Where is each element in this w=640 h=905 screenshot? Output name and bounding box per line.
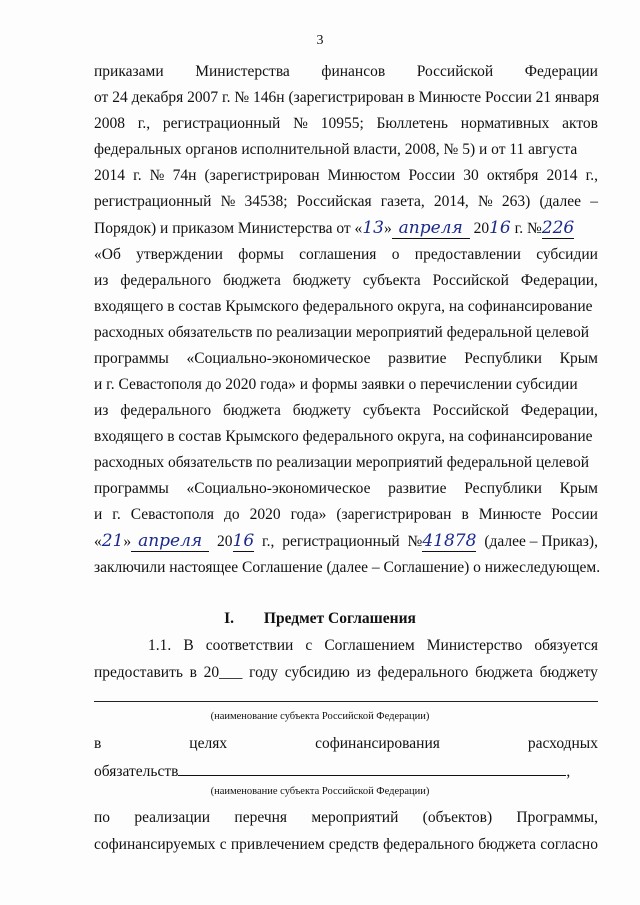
text-line: от 24 декабря 2007 г. № 146н (зарегистрирован в Минюсте России 21 января (94, 89, 600, 106)
order-reference-line (94, 219, 598, 239)
word: г. (112, 506, 121, 523)
word: № (220, 193, 236, 210)
word: целях (189, 735, 228, 752)
word: № (293, 115, 308, 132)
word: о (391, 246, 400, 263)
word: 74н (172, 167, 197, 184)
word: (зарегистрирован (336, 506, 452, 523)
handwritten-year: 16 (489, 218, 511, 238)
word: соглашения (299, 246, 377, 263)
handwritten-day: 13 (362, 218, 384, 238)
word: софинансирования (315, 735, 440, 752)
word: г., (137, 115, 151, 132)
word: актов (562, 115, 598, 132)
field-caption: (наименование субъекта Российской Федерации) (210, 786, 430, 797)
word: предоставить (94, 664, 183, 681)
quote: « (94, 533, 102, 550)
fill-in-blank (178, 761, 566, 776)
section-number: I. (224, 610, 235, 627)
word: 10955; (320, 115, 364, 132)
word: в (461, 506, 469, 523)
word: регистрационный (162, 115, 281, 132)
word: Республики (464, 480, 542, 497)
word: 1.1. (148, 637, 172, 654)
text-line: федеральных органов исполнительной власти, 2008, № 5) и от 11 августа (94, 141, 578, 158)
text-line (94, 62, 598, 81)
word: Минюстом (327, 167, 401, 184)
handwritten-day: 21 (101, 531, 124, 551)
word: из (94, 402, 109, 419)
word: Федерации (524, 63, 598, 80)
paragraph-line (94, 663, 598, 682)
word: софинансируемых (94, 836, 216, 853)
line-text: г. № (510, 220, 542, 237)
line-text: Порядок) и приказом Министерства от « (94, 220, 363, 237)
line-text: (далее – Приказ), (484, 533, 598, 550)
word: нормативных (460, 115, 550, 132)
handwritten-month: апреля (392, 219, 470, 239)
word: приказами (94, 63, 164, 80)
word: субъекта (362, 402, 421, 419)
line-text: » (383, 220, 392, 237)
handwritten-order-number: 226 (541, 218, 575, 238)
word: привлечением (230, 836, 325, 853)
word: Российской (416, 63, 494, 80)
word: федерального (377, 664, 469, 681)
word: программы (94, 350, 169, 367)
registration-line (94, 532, 598, 552)
word: 2014, (433, 193, 469, 210)
word: развитие (388, 480, 447, 497)
text-line (94, 166, 598, 185)
word: «Об (94, 246, 121, 263)
word: до (224, 506, 240, 523)
word: с (305, 637, 313, 654)
word: Республики (464, 350, 542, 367)
line-text: регистрационный (282, 533, 400, 550)
line-text: обязательств (94, 763, 179, 780)
word: № (149, 167, 165, 184)
text-line (94, 271, 598, 290)
word: развитие (388, 350, 447, 367)
word: 34538; (244, 193, 288, 210)
word: газета, (380, 193, 425, 210)
word: программы (94, 480, 169, 497)
word: бюджета (223, 272, 281, 289)
text-line: и г. Севастополя до 2020 года» и формы заявки о перечислении субсидии (94, 376, 578, 393)
line-text: г., (262, 533, 275, 550)
word: 263) (501, 193, 531, 210)
word: году (249, 664, 279, 681)
word: «Социально-экономическое (186, 480, 371, 497)
word: в (94, 735, 102, 752)
word: Крым (559, 350, 598, 367)
field-caption: (наименование субъекта Российской Федерации) (210, 711, 430, 722)
text-line (94, 192, 598, 211)
word: мероприятий (311, 809, 399, 826)
text-line (94, 349, 598, 368)
word: В (183, 637, 194, 654)
text-line (94, 245, 598, 264)
word: формы (238, 246, 284, 263)
word: 20___ (203, 664, 243, 681)
word: финансов (321, 63, 386, 80)
word: года» (290, 506, 327, 523)
word: Программы, (516, 809, 598, 826)
word: соответствии (205, 637, 294, 654)
word: № (477, 193, 493, 210)
word: Бюллетень (376, 115, 448, 132)
handwritten-year: 16 (232, 531, 255, 551)
section-title: Предмет Соглашения (263, 610, 416, 627)
word: Министерства (195, 63, 290, 80)
word: 2008 (94, 115, 125, 132)
word: перечня (234, 809, 288, 826)
word: Федерации, (520, 402, 598, 419)
obligations-line: обязательств , (94, 763, 571, 780)
word: субсидию (284, 664, 350, 681)
word: Минюсте (478, 506, 542, 523)
word: субсидии (536, 246, 598, 263)
word: средств (328, 836, 379, 853)
word: по (94, 809, 111, 826)
paragraph-line (94, 835, 598, 854)
text-line (94, 479, 598, 498)
word: Федерации, (520, 272, 598, 289)
year-prefix: 20 (217, 533, 233, 550)
handwritten-reg-number: 41878 (422, 531, 477, 551)
word: г., (585, 167, 598, 184)
word: бюджета (478, 836, 536, 853)
line-text: № (407, 533, 423, 550)
word: федерального (120, 272, 212, 289)
word: России (408, 167, 456, 184)
paragraph-line (94, 808, 598, 827)
word: федерального (383, 836, 474, 853)
text-line (94, 505, 598, 524)
word: России (551, 506, 598, 523)
word: субъекта (362, 272, 421, 289)
blank-line (94, 701, 598, 702)
text-line (94, 401, 598, 420)
text-line: расходных обязательств по реализации мероприятий федеральной целевой (94, 324, 590, 341)
text-line: расходных обязательств по реализации мероприятий федеральной целевой (94, 454, 590, 471)
word: 2014 (546, 167, 578, 184)
word: 2020 (249, 506, 281, 523)
quote: » (123, 533, 132, 550)
text-line: входящего в состав Крымского федерального округа, на софинансирование (94, 428, 593, 445)
word: Российской (432, 402, 509, 419)
text-line: входящего в состав Крымского федерального округа, на софинансирование (94, 298, 593, 315)
section-heading (0, 610, 640, 628)
word: из (356, 664, 371, 681)
word: (объектов) (422, 809, 493, 826)
word: расходных (527, 735, 598, 752)
word: 30 (463, 167, 479, 184)
word: бюджету (292, 402, 351, 419)
concluded-line: заключили настоящее Соглашение (далее – Соглашение) о нижеследующем. (94, 559, 601, 576)
word: Соглашением (324, 637, 415, 654)
word: с (219, 836, 227, 853)
word: октября (486, 167, 539, 184)
paragraph-line (148, 636, 598, 655)
word: г. (133, 167, 142, 184)
word: Крым (559, 480, 598, 497)
word: утверждении (136, 246, 223, 263)
word: – (590, 193, 598, 210)
word: и (94, 506, 103, 523)
word: (далее (539, 193, 582, 210)
word: (зарегистрирован (204, 167, 320, 184)
word: Севастополя (130, 506, 215, 523)
word: регистрационный (94, 193, 212, 210)
year-prefix: 20 (473, 220, 490, 237)
word: Российская (296, 193, 372, 210)
word: «Социально-экономическое (186, 350, 371, 367)
word: Российской (432, 272, 509, 289)
word: обязуется (534, 637, 598, 654)
word: Министерство (426, 637, 523, 654)
word: бюджету (539, 664, 598, 681)
word: бюджета (475, 664, 533, 681)
word: согласно (540, 836, 598, 853)
word: в (189, 664, 197, 681)
handwritten-month: апреля (131, 532, 209, 552)
word: из (94, 272, 109, 289)
purpose-line (94, 734, 598, 753)
word: федерального (120, 402, 212, 419)
text-line (94, 114, 598, 133)
word: бюджету (292, 272, 351, 289)
word: бюджета (223, 402, 281, 419)
word: 2014 (94, 167, 125, 184)
word: реализации (134, 809, 211, 826)
page-number: 3 (316, 33, 324, 48)
word: предоставлении (414, 246, 521, 263)
